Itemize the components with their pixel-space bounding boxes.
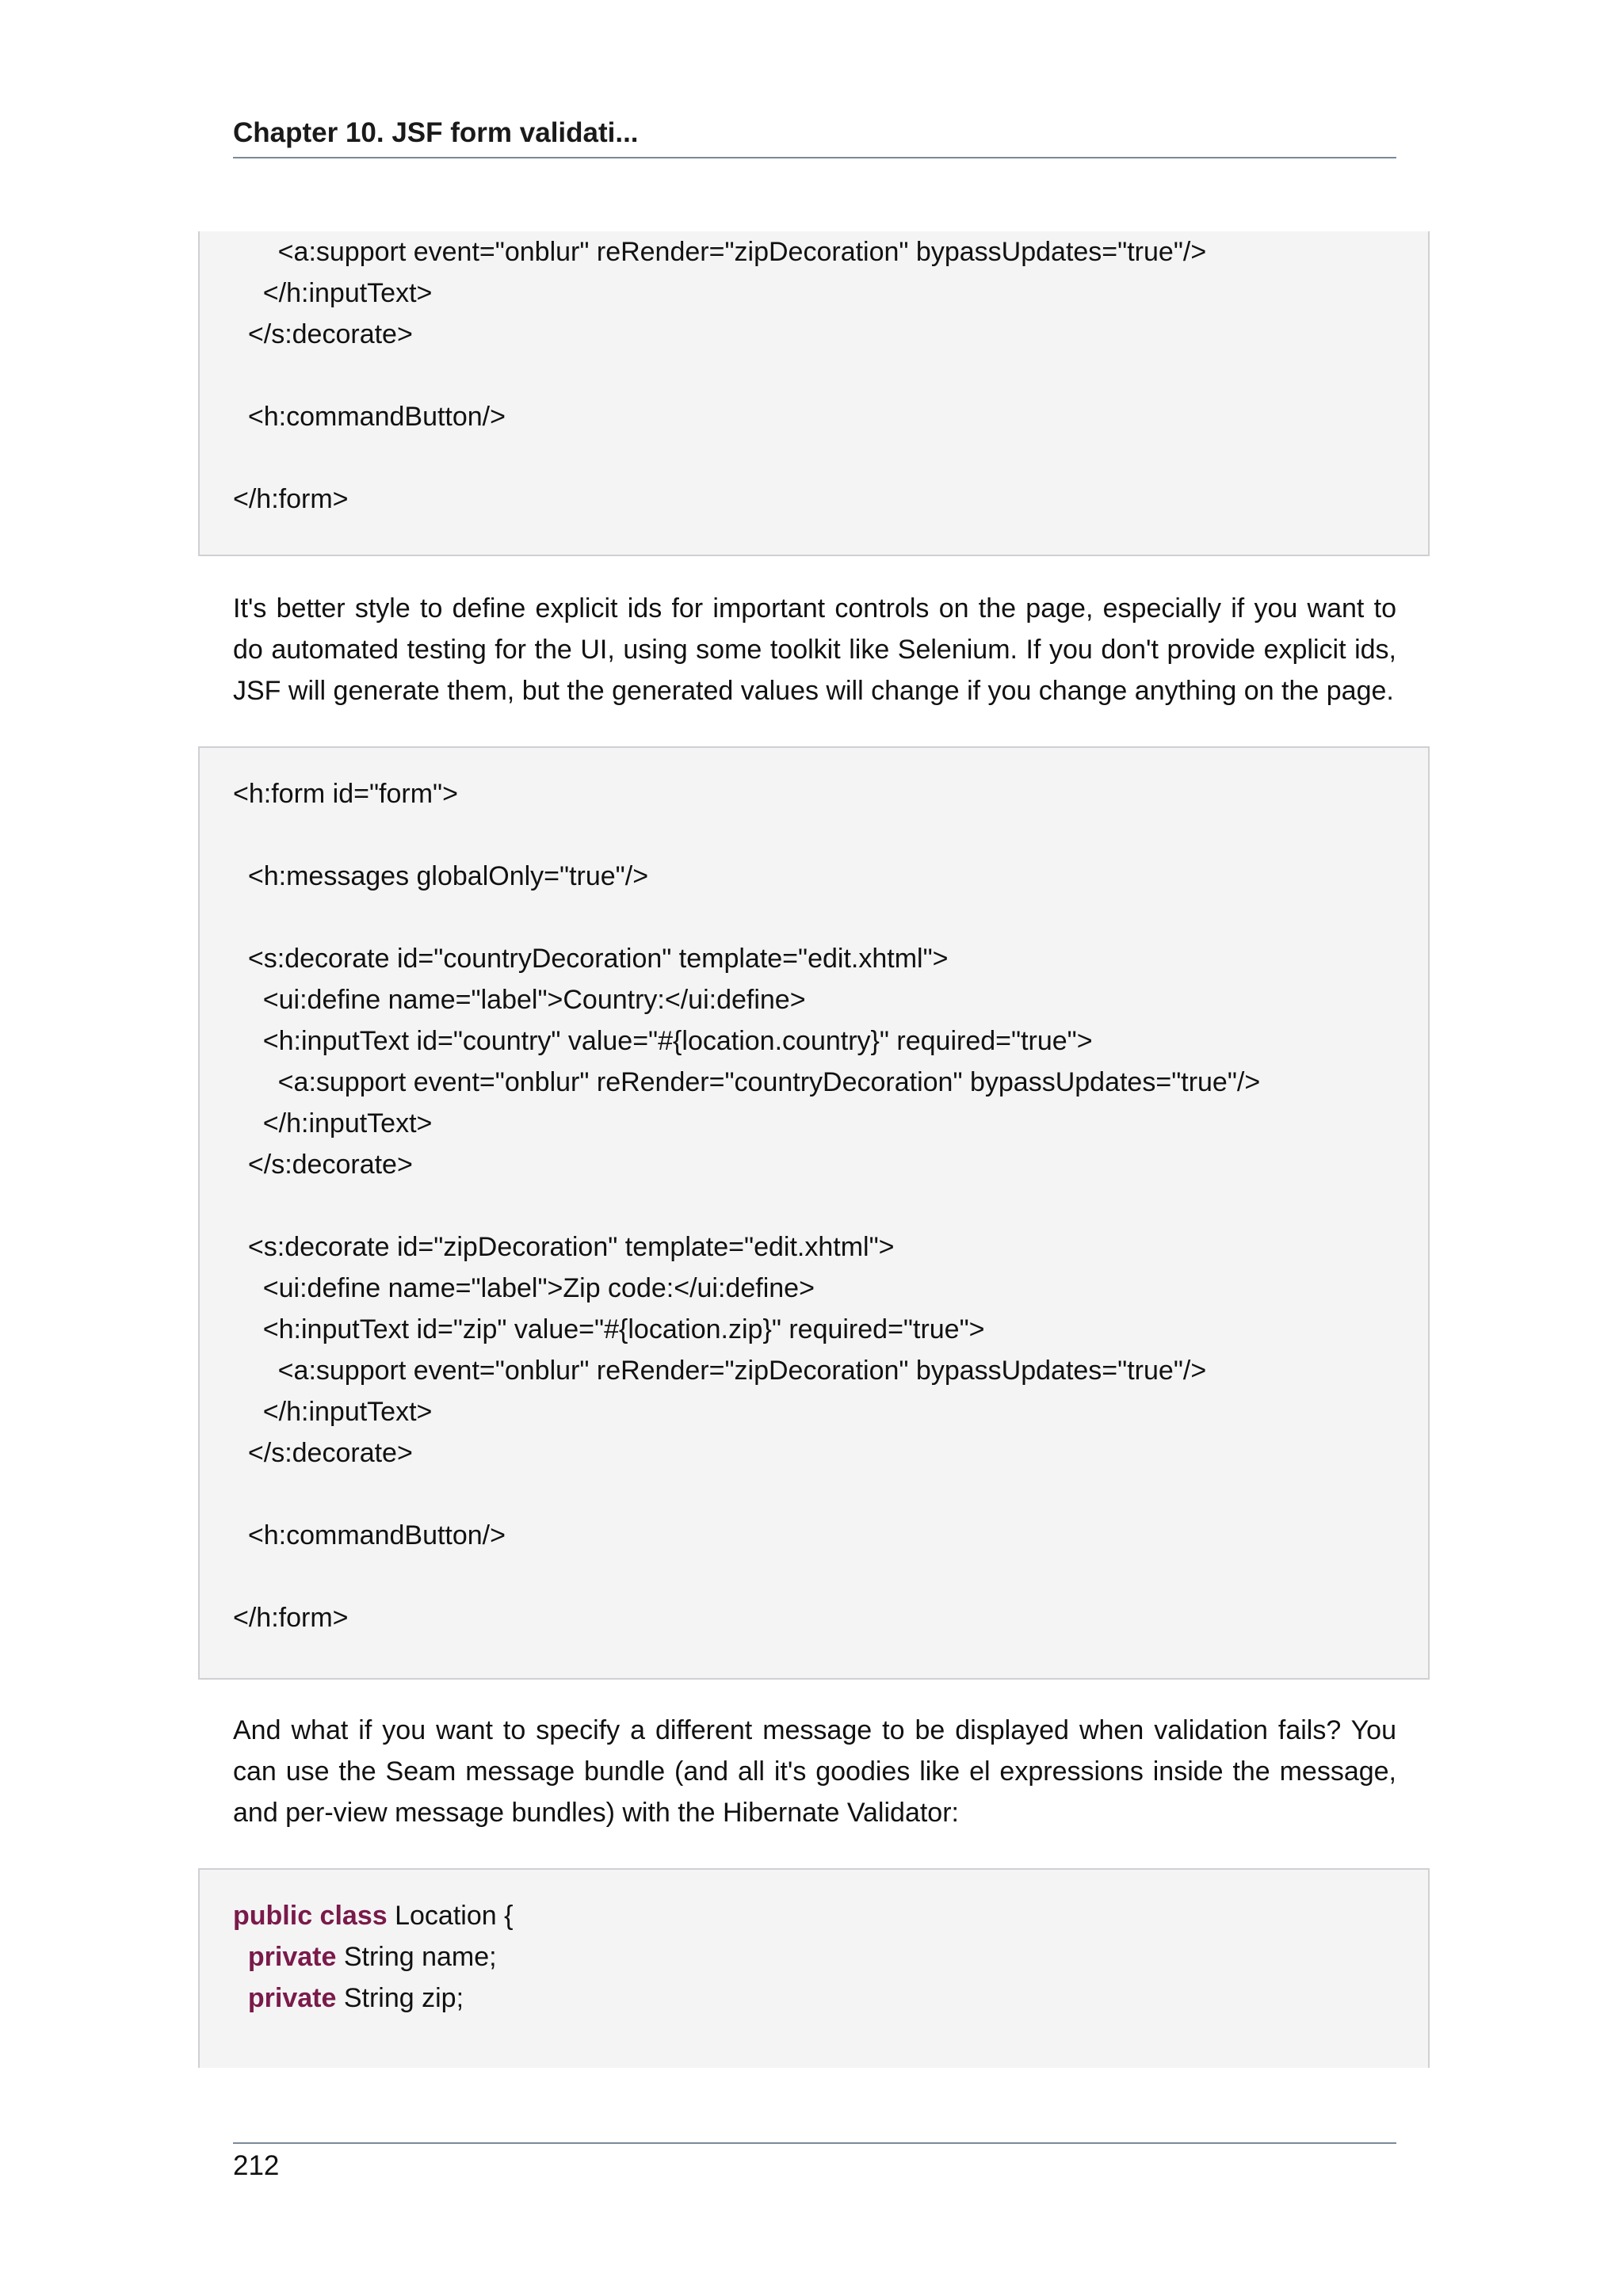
- code-line: <s:decorate id="countryDecoration" template="edit.xhtml">: [233, 944, 949, 974]
- paragraph-line: and per-view message bundles) with the Hibernate Validator:: [233, 1798, 959, 1828]
- code-block-2: [198, 746, 1430, 1680]
- code-line: [233, 1936, 497, 1978]
- code-keyword: public class: [233, 1901, 388, 1931]
- code-line: <ui:define name="label">Country:</ui:define>: [233, 985, 806, 1015]
- header-divider: [233, 157, 1396, 158]
- code-line: </s:decorate>: [233, 1438, 413, 1468]
- code-keyword: private: [247, 1983, 337, 2013]
- paragraph-line: JSF will generate them, but the generated values will change if you change anything on the page.: [233, 676, 1394, 706]
- code-line: <h:commandButton/>: [233, 1520, 506, 1550]
- code-indent: [233, 1983, 248, 2013]
- code-line: <a:support event="onblur" reRender="zipDecoration" bypassUpdates="true"/>: [233, 237, 1207, 267]
- page-number: 212: [233, 2150, 280, 2181]
- code-block-1: [198, 231, 1430, 556]
- code-line: <h:form id="form">: [233, 779, 458, 809]
- code-line: <s:decorate id="zipDecoration" template="edit.xhtml">: [233, 1232, 895, 1262]
- code-line: <h:messages globalOnly="true"/>: [233, 861, 649, 891]
- code-text: String zip;: [336, 1983, 464, 2013]
- code-line: <a:support event="onblur" reRender="countryDecoration" bypassUpdates="true"/>: [233, 1067, 1261, 1097]
- code-line: </h:inputText>: [233, 278, 433, 308]
- code-text: Location {: [387, 1901, 514, 1931]
- code-block-3: [198, 1868, 1430, 2068]
- paragraph-line: do automated testing for the UI, using some toolkit like Selenium. If you don't provide explicit ids,: [233, 635, 1396, 665]
- paragraph-line: can use the Seam message bundle (and all it's goodies like el expressions inside the message,: [233, 1756, 1396, 1787]
- paragraph-line: And what if you want to specify a different message to be displayed when validation fails? You: [233, 1715, 1396, 1745]
- code-line: <h:inputText id="country" value="#{location.country}" required="true">: [233, 1026, 1093, 1056]
- code-line: [233, 1978, 464, 2019]
- code-line: </h:form>: [233, 1603, 349, 1633]
- footer-divider: [233, 2142, 1396, 2144]
- code-line: </s:decorate>: [233, 1150, 413, 1180]
- code-line: <a:support event="onblur" reRender="zipDecoration" bypassUpdates="true"/>: [233, 1356, 1207, 1386]
- code-line: </h:form>: [233, 484, 349, 514]
- code-line: <h:commandButton/>: [233, 402, 506, 432]
- code-line: <h:inputText id="zip" value="#{location.zip}" required="true">: [233, 1314, 985, 1344]
- code-keyword: private: [247, 1942, 337, 1972]
- code-line: </s:decorate>: [233, 319, 413, 349]
- code-line: </h:inputText>: [233, 1397, 433, 1427]
- code-line: [233, 1895, 513, 1936]
- code-text: String name;: [336, 1942, 497, 1972]
- code-line: </h:inputText>: [233, 1108, 433, 1138]
- chapter-header: Chapter 10. JSF form validati...: [233, 117, 639, 148]
- paragraph-line: It's better style to define explicit ids for important controls on the page, especially if you want to: [233, 593, 1396, 624]
- paragraph-custom-message: [233, 1710, 1396, 1833]
- paragraph-explicit-ids: [233, 588, 1396, 711]
- code-indent: [233, 1942, 248, 1972]
- code-line: <ui:define name="label">Zip code:</ui:define>: [233, 1273, 815, 1303]
